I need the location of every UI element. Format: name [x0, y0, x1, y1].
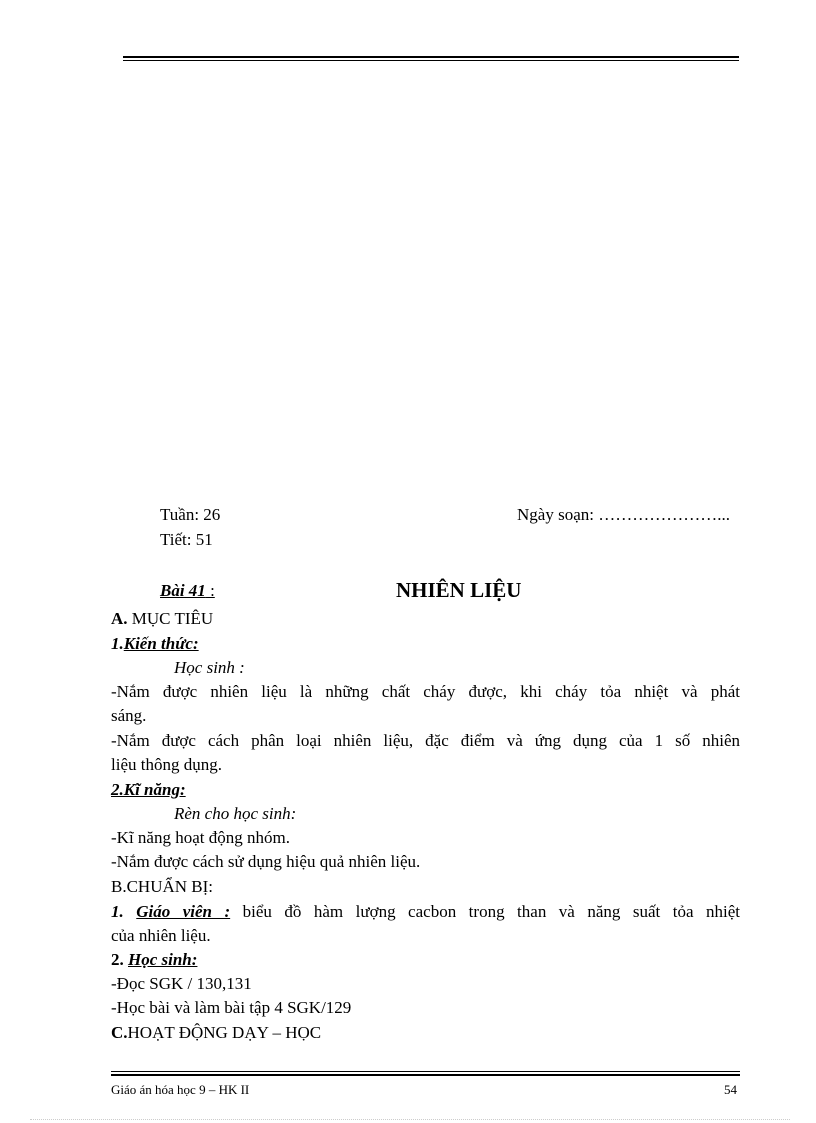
week-label: Tuần: 26 — [160, 505, 221, 524]
teacher-prep-line1 — [111, 900, 740, 924]
section-a-label: MỤC TIÊU — [127, 609, 214, 628]
section-c-prefix: C. — [111, 1023, 128, 1042]
section-b-heading: B.CHUẨN BỊ: — [111, 877, 214, 896]
prep-date-label: Ngày soạn: …………………... — [517, 505, 730, 524]
header-rule — [123, 56, 739, 58]
period-label: Tiết: 51 — [160, 530, 213, 549]
section-c-label: HOẠT ĐỘNG DẠY – HỌC — [127, 1023, 322, 1042]
lesson-number — [160, 580, 215, 602]
teacher-prefix: 1. — [111, 902, 137, 921]
skills-item-1: -Kĩ năng hoạt động nhóm. — [111, 828, 290, 847]
knowledge-item-2-line1: -Nắm được cách phân loại nhiên liệu, đặc điểm và ứng dụng của 1 số nhiên — [111, 731, 740, 750]
section-c-heading — [111, 1022, 321, 1044]
student-item-2: -Học bài và làm bài tập 4 SGK/129 — [111, 998, 352, 1017]
student-heading — [111, 949, 197, 971]
section-a-prefix: A. — [111, 609, 128, 628]
footer-title: Giáo án hóa học 9 – HK II — [111, 1082, 250, 1097]
footer-rule — [111, 1074, 740, 1076]
skills-heading: 2.Kĩ năng: — [111, 780, 186, 799]
knowledge-heading-text: Kiến thức: — [123, 634, 199, 653]
lesson-colon: : — [205, 581, 215, 600]
student-item-1: -Đọc SGK / 130,131 — [111, 974, 252, 993]
skills-intro: Rèn cho học sinh: — [174, 804, 297, 823]
student-heading-text: Học sinh: — [128, 950, 198, 969]
teacher-prep-line2: của nhiên liệu. — [111, 926, 211, 945]
knowledge-item-1-line1: -Nắm được nhiên liệu là những chất cháy được, khi cháy tỏa nhiệt và phát — [111, 682, 740, 701]
skills-item-2: -Nắm được cách sử dụng hiệu quả nhiên liệu. — [111, 852, 421, 871]
teacher-heading: Giáo viên : — [136, 902, 231, 921]
header-rule-thin — [123, 60, 739, 61]
section-a-heading — [111, 608, 213, 630]
teacher-prep — [111, 900, 740, 948]
student-prefix: 2. — [111, 950, 128, 969]
knowledge-item-1 — [111, 680, 740, 728]
lesson-title: NHIÊN LIỆU — [396, 578, 522, 602]
knowledge-item-1-line2: sáng. — [111, 706, 147, 725]
knowledge-heading — [111, 633, 199, 655]
knowledge-intro: Học sinh : — [174, 658, 245, 677]
page-number: 54 — [724, 1082, 737, 1097]
footer-rule-thin — [111, 1071, 740, 1072]
lesson-number-text: Bài 41 — [160, 581, 206, 600]
page-edge-divider — [30, 1119, 790, 1120]
knowledge-item-2 — [111, 729, 740, 777]
knowledge-item-2-line2: liệu thông dụng. — [111, 755, 222, 774]
knowledge-prefix: 1. — [111, 634, 124, 653]
teacher-text: biểu đồ hàm lượng cacbon trong than và năng suất tỏa nhiệt — [230, 902, 740, 921]
